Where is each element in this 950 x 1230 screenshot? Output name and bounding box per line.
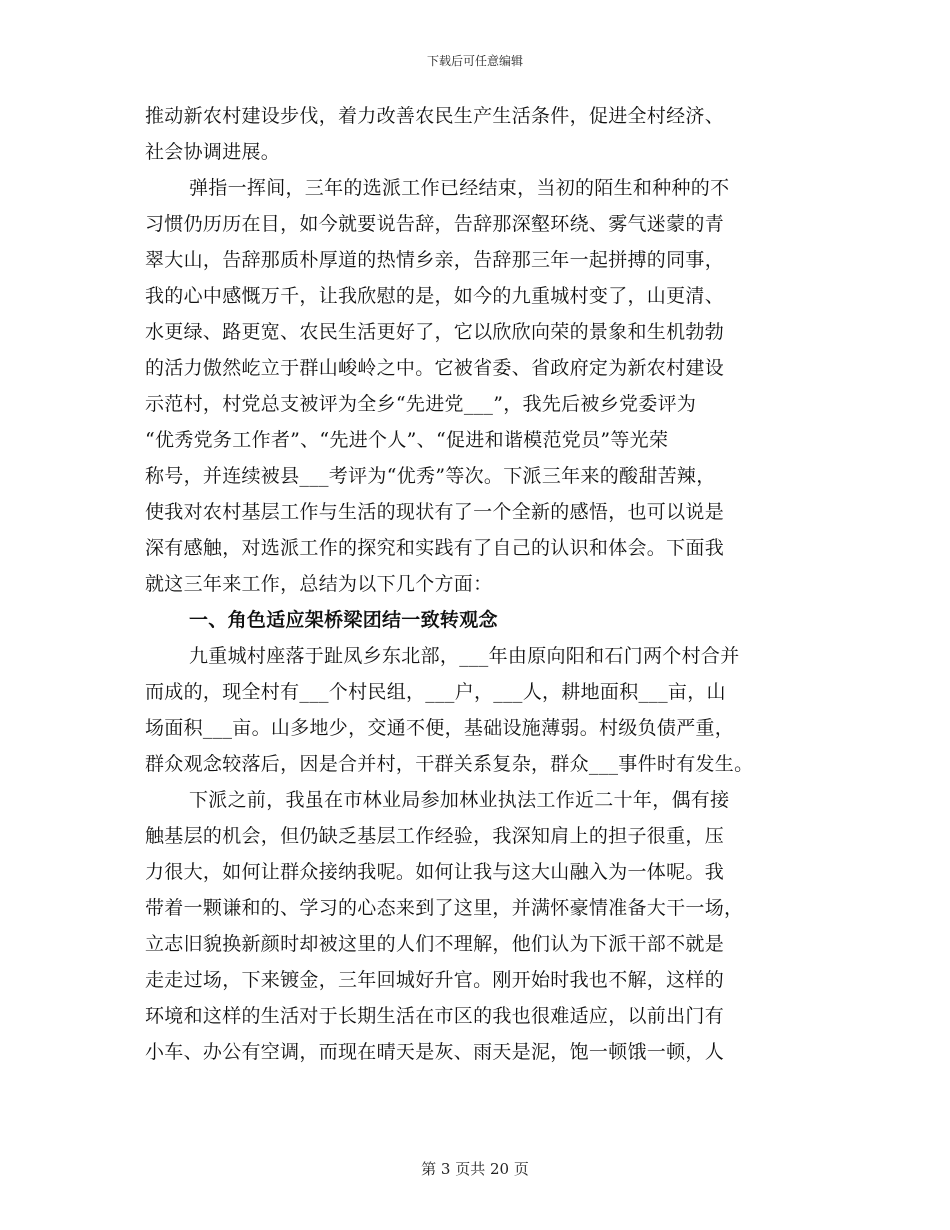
text-line: 使我对农村基层工作与生活的现状有了一个全新的感悟，也可以说是	[145, 501, 725, 523]
text-line: 下派之前，我虽在市林业局参加林业执法工作近二十年，偶有接	[189, 789, 730, 811]
text-line: “优秀党务工作者”、“先进个人”、“促进和谐模范党员”等光荣	[145, 429, 669, 451]
text-line: 触基层的机会，但仍缺乏基层工作经验，我深知肩上的担子很重，压	[145, 825, 725, 847]
text-line: 环境和这样的生活对于长期生活在市区的我也很难适应，以前出门有	[145, 1005, 725, 1027]
text-line: 的活力傲然屹立于群山峻岭之中。它被省委、省政府定为新农村建设	[145, 357, 725, 379]
document-body	[145, 98, 820, 1070]
text-line: 走走过场，下来镀金，三年回城好升官。刚开始时我也不解，这样的	[145, 969, 725, 991]
text-line: 带着一颗谦和的、学习的心态来到了这里，并满怀豪情准备大干一场，	[145, 897, 744, 919]
text-line: 而成的，现全村有___个村民组，___户，___人，耕地面积___亩，山	[145, 681, 726, 703]
text-line: 社会协调进展。	[145, 141, 281, 163]
text-line: 力很大，如何让群众接纳我呢。如何让我与这大山融入为一体呢。我	[145, 861, 725, 883]
text-line: 示范村，村党总支被评为全乡“先进党___”，我先后被乡党委评为	[145, 393, 697, 415]
text-line: 就这三年来工作，总结为以下几个方面：	[145, 573, 493, 595]
text-line: 水更绿、路更宽、农民生活更好了，它以欣欣向荣的景象和生机勃勃	[145, 321, 725, 343]
text-line: 群众观念较落后，因是合并村，干群关系复杂，群众___事件时有发生。	[145, 753, 754, 775]
text-line: 习惯仍历历在目，如今就要说告辞，告辞那深壑环绕、雾气迷蒙的青	[145, 213, 725, 235]
text-line: 小车、办公有空调，而现在晴天是灰、雨天是泥，饱一顿饿一顿，人	[145, 1041, 725, 1063]
text-line: 翠大山，告辞那质朴厚道的热情乡亲，告辞那三年一起拼搏的同事，	[145, 249, 725, 271]
page-footer: 第 3 页共 20 页	[421, 1160, 529, 1178]
section-heading: 一、角色适应架桥梁团结一致转观念	[189, 609, 498, 631]
page-header: 下载后可任意编辑	[426, 54, 523, 68]
text-line: 九重城村座落于趾凤乡东北部，___年由原向阳和石门两个村合并	[189, 645, 740, 667]
text-line: 场面积___亩。山多地少，交通不便，基础设施薄弱。村级负债严重，	[145, 717, 735, 739]
text-line: 深有感触，对选派工作的探究和实践有了自己的认识和体会。下面我	[145, 537, 725, 559]
text-line: 弹指一挥间，三年的选派工作已经结束，当初的陌生和种种的不	[189, 177, 730, 199]
text-line: 称号，并连续被县___考评为“优秀”等次。下派三年来的酸甜苦辣，	[145, 465, 716, 487]
text-line: 推动新农村建设步伐，着力改善农民生产生活条件，促进全村经济、	[145, 105, 725, 127]
text-line: 立志旧貌换新颜时却被这里的人们不理解，他们认为下派干部不就是	[145, 933, 725, 955]
text-line: 我的心中感慨万千，让我欣慰的是，如今的九重城村变了，山更清、	[145, 285, 725, 307]
